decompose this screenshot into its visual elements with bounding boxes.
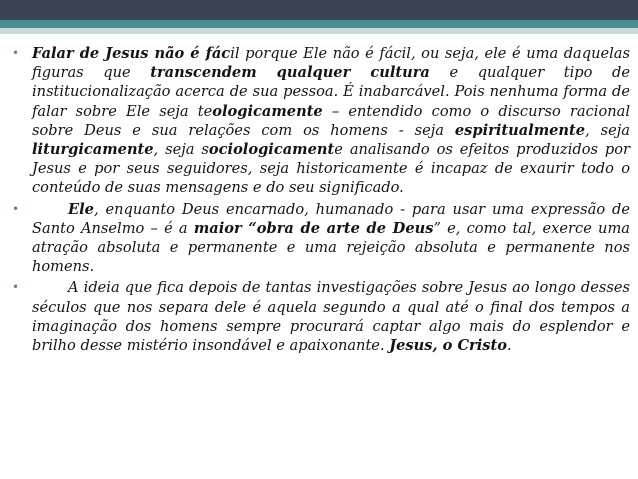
emphasis-text: ologicamente	[212, 102, 323, 120]
bullet-paragraph-1	[10, 44, 630, 198]
emphasis-text: liturgicamente	[32, 141, 154, 159]
body-text: ” e, como tal, exerce uma atração absoluta e permanente e uma rejeição absoluta e permanente nos homens.	[32, 219, 630, 276]
body-text: – entendido como o discurso racional sobre Deus e sua relações com os homens - seja	[32, 102, 630, 139]
bullet-marker: •	[12, 280, 20, 295]
emphasis-text: Falar de Jesus não é fác	[32, 45, 231, 62]
body-text: e qualquer tipo de institucionalização acerca de sua pessoa. É inabarcável. Pois nenhuma forma de falar sobre Ele seja te	[32, 64, 631, 120]
bullet-marker: •	[12, 46, 20, 60]
emphasis-text: transcendem qualquer cultura	[150, 64, 430, 82]
bullet-marker: •	[12, 201, 20, 216]
emphasis-text: Ele	[68, 200, 94, 218]
paragraph-text	[32, 279, 630, 354]
body-text: , enquanto Deus encarnado, humanado - para usar uma expressão de Santo Anselmo – é a	[32, 200, 630, 237]
body-text: .	[506, 337, 512, 355]
bullet-paragraph-3	[10, 278, 630, 355]
body-text: e analisando os efeitos produzidos por Jesus e por seus seguidores, seja historicamente é incapaz de exaurir todo o conteúdo de suas mensagens e do seu significado.	[32, 141, 630, 197]
body-text: , seja s	[153, 141, 209, 159]
body-text: il porque Ele não é fácil, ou seja, ele é uma daquelas figuras que	[32, 45, 630, 82]
emphasis-text: espiritualmente	[454, 121, 586, 139]
emphasis-text: maior “obra de arte de Deus	[193, 219, 434, 237]
body-text: , seja	[585, 121, 630, 139]
emphasis-text: ociologicament	[208, 141, 335, 159]
bullet-list	[10, 44, 630, 355]
paragraph-text	[32, 201, 630, 276]
emphasis-text: Jesus, o Cristo	[389, 337, 507, 355]
header-dark-band	[0, 0, 638, 20]
bullet-paragraph-2	[10, 200, 630, 277]
body-text: A ideia que fica depois de tantas investigações sobre Jesus ao longo desses séculos que nos separa dele é aquela segundo a qual até o final dos tempos a imaginação dos homens sempre procurará captar algo mais do esplendor e brilho desse mistério insondável e apaixonante.	[32, 279, 630, 355]
header-decoration	[0, 0, 638, 40]
paragraph-text	[32, 45, 630, 196]
slide-body	[10, 44, 630, 357]
header-white-band	[0, 34, 638, 40]
